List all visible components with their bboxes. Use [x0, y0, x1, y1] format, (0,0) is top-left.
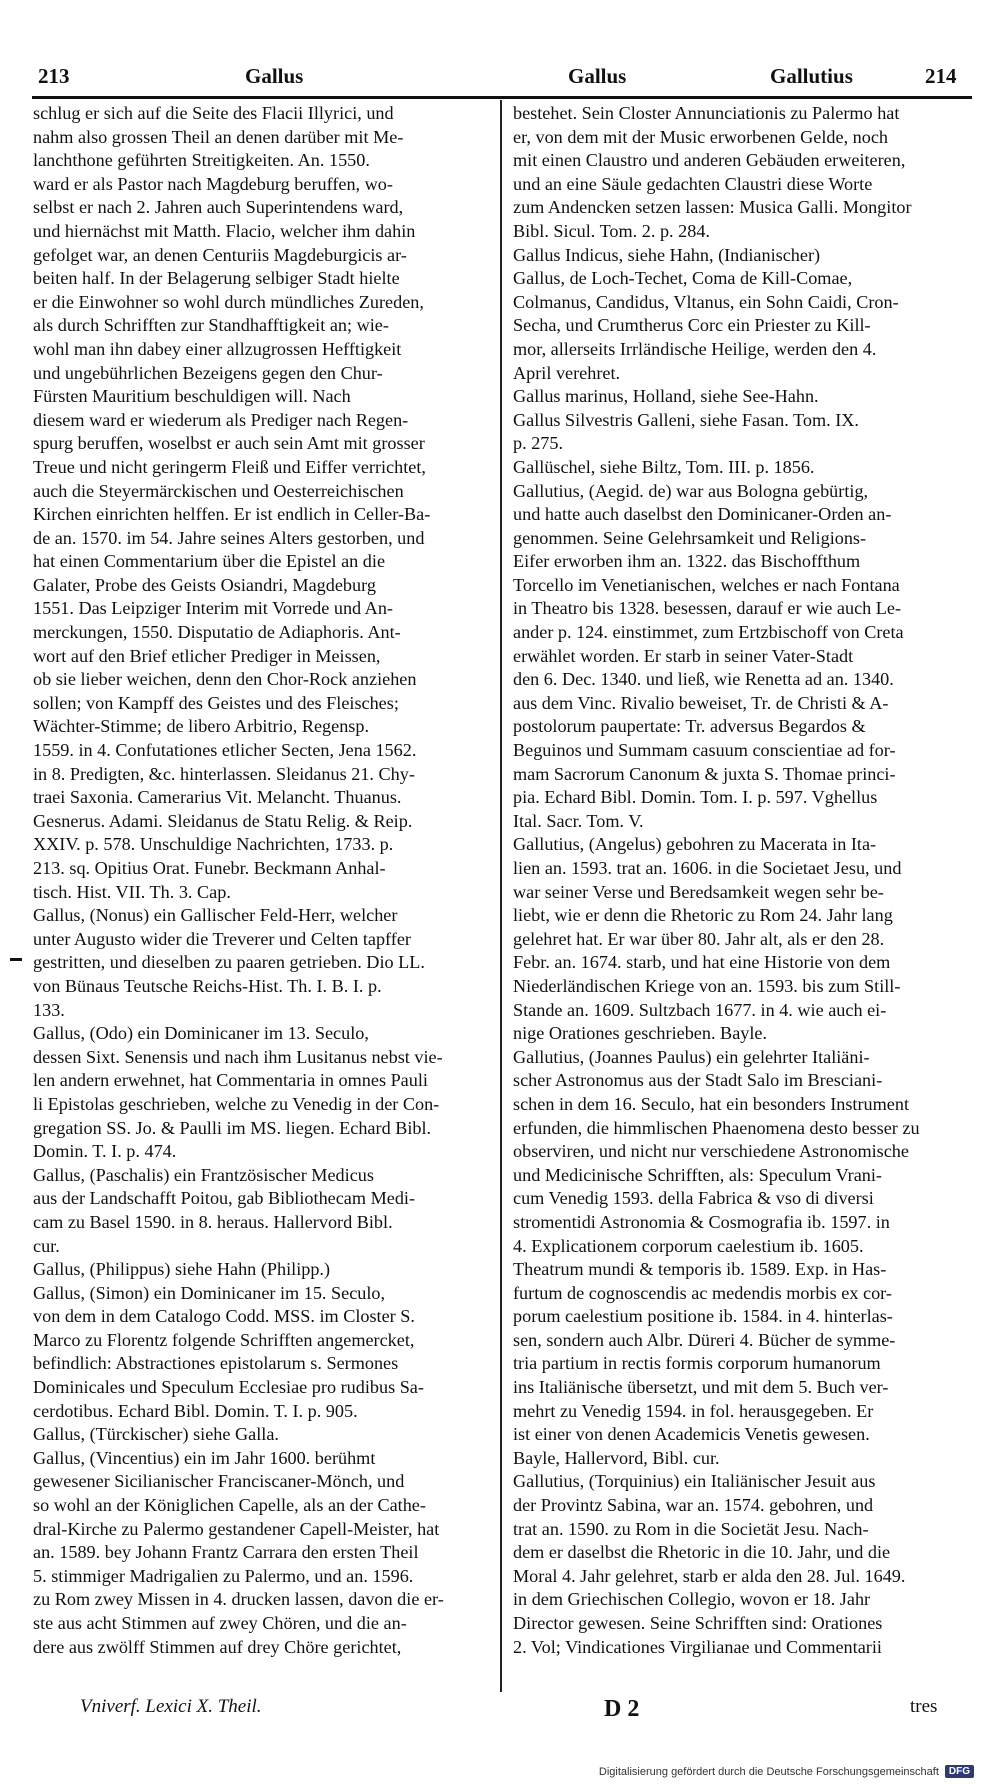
text-line: und an eine Säule gedachten Claustri diese Worte — [513, 173, 873, 194]
text-line: nige Orationes geschrieben. Bayle. — [513, 1023, 768, 1044]
text-line: genommen. Seine Gelehrsamkeit und Religions- — [513, 527, 867, 548]
text-line: gestritten, und dieselben zu paaren getrieben. Dio LL. — [33, 952, 425, 973]
text-line: porum caelestium positione ib. 1584. in 4. hinterlas- — [513, 1306, 893, 1327]
text-line: Torcello im Venetianischen, welches er nach Fontana — [513, 574, 900, 595]
text-line: p. 275. — [513, 433, 564, 454]
text-line: XXIV. p. 578. Unschuldige Nachrichten, 1733. p. — [33, 834, 394, 855]
text-line: observiren, und nicht nur verschiedene Astronomische — [513, 1141, 909, 1162]
text-line: Fürsten Mauritium beschuldigen will. Nach — [33, 386, 351, 407]
running-head-middle: Gallus — [568, 64, 627, 88]
text-line: ob sie lieber weichen, denn den Chor-Rock anziehen — [33, 669, 417, 690]
text-line: Gallus Silvestris Galleni, siehe Fasan. Tom. IX. — [513, 409, 859, 430]
text-line: aus der Landschafft Poitou, gab Bibliothecam Medi- — [33, 1188, 416, 1209]
text-line: befindlich: Abstractiones epistolarum s. Sermones — [33, 1353, 399, 1374]
text-line: Niederländischen Kriege von an. 1593. bis zum Still- — [513, 975, 901, 996]
text-line: len andern erwehnet, hat Commentaria in omnes Pauli — [33, 1070, 428, 1091]
text-line: liebt, wie er denn die Rhetoric zu Rom 24. Jahr lang — [513, 905, 893, 926]
text-line: als durch Schrifften zur Standhafftigkeit an; wie- — [33, 315, 389, 336]
text-line: postolorum paupertate: Tr. adversus Begardos & — [513, 716, 866, 737]
text-line: scher Astronomus aus der Stadt Salo im Bresciani- — [513, 1070, 883, 1091]
text-line: so wohl an der Königlichen Capelle, als an der Cathe- — [33, 1495, 426, 1516]
text-line: zum Andencken setzen lassen: Musica Galli. Mongitor — [513, 197, 912, 218]
text-line: Gallus, (Nonus) ein Gallischer Feld-Herr, welcher — [33, 905, 398, 926]
text-line: Stande an. 1609. Sultzbach 1677. in 4. wie auch ei- — [513, 999, 887, 1020]
text-line: ander p. 124. einstimmet, zum Ertzbischoff von Creta — [513, 622, 904, 643]
text-line: Director gewesen. Seine Schrifften sind: Orationes — [513, 1613, 883, 1633]
text-line: Wächter-Stimme; de libero Arbitrio, Regensp. — [33, 716, 370, 737]
text-line: Moral 4. Jahr gelehret, starb er alda den 28. Jul. 1649. — [513, 1565, 906, 1586]
text-line: Gallutius, (Torquinius) ein Italiänischer Jesuit aus — [513, 1471, 876, 1492]
text-line: spurg beruffen, woselbst er auch sein Amt mit grosser — [33, 433, 425, 454]
text-line: Gallus, de Loch-Techet, Coma de Kill-Comae, — [513, 268, 853, 289]
text-line: mehrt zu Venedig 1594. in fol. herausgegeben. Er — [513, 1400, 874, 1421]
text-line: 5. stimmiger Madrigalien zu Palermo, und an. 1596. — [33, 1565, 414, 1586]
text-line: dem er daselbst die Rhetoric in die 10. Jahr, und die — [513, 1542, 891, 1563]
text-line: dral-Kirche zu Palermo gestandener Capell-Meister, hat — [33, 1518, 440, 1539]
left-column — [33, 102, 491, 1659]
text-line: merckungen, 1550. Disputatio de Adiaphoris. Ant- — [33, 622, 401, 643]
text-line: auch die Steyermärckischen und Oesterreichischen — [33, 480, 404, 501]
text-line: ins Italiänische übersetzt, und mit dem 5. Buch ver- — [513, 1377, 889, 1398]
text-line: gelehret hat. Er war über 80. Jahr alt, als er den 28. — [513, 928, 885, 949]
text-line: Bayle, Hallervord, Bibl. cur. — [513, 1447, 720, 1468]
text-line: 1551. Das Leipziger Interim mit Vorrede und An- — [33, 598, 393, 619]
text-line: aus dem Vinc. Rivalio beweiset, Tr. de Christi & A- — [513, 692, 889, 713]
text-line: tria partium in rectis formis corporum humanorum — [513, 1353, 881, 1374]
text-line: mor, allerseits Irrländische Heilige, werden den 4. — [513, 338, 877, 359]
text-line: bestehet. Sein Closter Annunciationis zu Palermo hat — [513, 103, 900, 123]
text-line: Treue und nicht geringerm Fleiß und Eiffer verrichtet, — [33, 456, 426, 477]
text-line: dessen Sixt. Senensis und nach ihm Lusitanus nebst vie- — [33, 1046, 443, 1067]
catchword-left: Vniverf. Lexici X. Theil. — [80, 1696, 262, 1717]
column-separator — [500, 100, 502, 1692]
text-line: mam Sacrorum Canonum & juxta S. Thomae princi- — [513, 763, 896, 784]
text-line: war seiner Verse und Beredsamkeit wegen sehr be- — [513, 881, 884, 902]
text-line: schen in dem 16. Seculo, hat ein besonders Instrument — [513, 1093, 909, 1114]
text-line: Gallutius, (Aegid. de) war aus Bologna gebürtig, — [513, 480, 869, 501]
running-head-left: Gallus — [245, 64, 304, 88]
text-line: 1559. in 4. Confutationes etlicher Secten, Jena 1562. — [33, 740, 417, 761]
text-line: pia. Echard Bibl. Domin. Tom. I. p. 597. Vghellus — [513, 787, 878, 808]
text-line: Secha, und Crumtherus Corc ein Priester zu Kill- — [513, 315, 871, 336]
text-line: er, von dem mit der Music erworbenen Gelde, noch — [513, 126, 889, 147]
text-line: gefolget war, an denen Centuriis Magdeburgicis ar- — [33, 244, 407, 265]
text-line: Gallutius, (Angelus) gebohren zu Macerata in Ita- — [513, 834, 877, 855]
catchword-right: tres — [910, 1696, 938, 1717]
text-line: Gallus, (Vincentius) ein im Jahr 1600. berühmt — [33, 1447, 376, 1468]
text-line: in 8. Predigten, &c. hinterlassen. Sleidanus 21. Chy- — [33, 763, 415, 784]
text-line: lanchthone geführten Streitigkeiten. An. 1550. — [33, 150, 370, 171]
text-line: wort auf den Brief etlicher Prediger in Meissen, — [33, 645, 381, 666]
text-line: Gallus, (Türckischer) siehe Galla. — [33, 1424, 279, 1445]
text-line: li Epistolas geschrieben, welche zu Venedig in der Con- — [33, 1093, 440, 1114]
text-line: trat an. 1590. zu Rom in die Societät Jesu. Nach- — [513, 1518, 869, 1539]
text-line: Kirchen einrichten helffen. Er ist endlich in Celler-Ba- — [33, 504, 431, 525]
text-line: gregation SS. Jo. & Paulli im MS. liegen. Echard Bibl. — [33, 1117, 432, 1138]
text-line: cur. — [33, 1235, 60, 1256]
text-line: Dominicales und Speculum Ecclesiae pro rudibus Sa- — [33, 1377, 424, 1398]
text-line: April verehret. — [513, 362, 621, 383]
page-number-right: 214 — [925, 64, 957, 88]
text-line: sen, sondern auch Albr. Düreri 4. Bücher de symme- — [513, 1329, 896, 1350]
text-line: Gallutius, (Joannes Paulus) ein gelehrter Italiäni- — [513, 1046, 870, 1067]
text-line: diesem ward er wiederum als Prediger nach Regen- — [33, 409, 409, 430]
text-line: 213. sq. Opitius Orat. Funebr. Beckmann Anhal- — [33, 858, 386, 878]
right-column — [513, 102, 971, 1659]
text-line: 133. — [33, 999, 65, 1020]
text-line: traei Saxonia. Camerarius Vit. Melancht. Thuanus. — [33, 787, 402, 808]
text-line: den 6. Dec. 1340. und ließ, wie Renetta ad an. 1340. — [513, 669, 894, 690]
text-line: mit einen Claustro und anderen Gebäuden erweiteren, — [513, 150, 906, 171]
running-head-right: Gallutius — [770, 64, 853, 88]
text-line: erwählet worden. Er starb in seiner Vater-Stadt — [513, 645, 854, 666]
text-line: hat einen Commentarium über die Epistel an die — [33, 551, 386, 572]
text-line: Gallus marinus, Holland, siehe See-Hahn. — [513, 386, 819, 407]
text-line: schlug er sich auf die Seite des Flacii Illyrici, und — [33, 103, 394, 123]
text-line: lien an. 1593. trat an. 1606. in die Societaet Jesu, und — [513, 858, 902, 878]
text-line: Gallus, (Philippus) siehe Hahn (Philipp.) — [33, 1259, 331, 1280]
text-line: ist einer von denen Academicis Venetis gewesen. — [513, 1424, 870, 1445]
text-line: Marco zu Florentz folgende Schrifften angemercket, — [33, 1329, 415, 1350]
text-line: dere aus zwölff Stimmen auf drey Chöre gerichtet, — [33, 1636, 402, 1657]
text-line: Gallüschel, siehe Biltz, Tom. III. p. 1856. — [513, 456, 815, 477]
page-header — [30, 58, 970, 98]
text-line: zu Rom zwey Missen in 4. drucken lassen, davon die er- — [33, 1589, 444, 1610]
text-line: Theatrum mundi & temporis ib. 1589. Exp. in Has- — [513, 1259, 887, 1280]
text-line: 2. Vol; Vindicationes Virgilianae und Commentarii — [513, 1636, 882, 1657]
text-line: von dem in dem Catalogo Codd. MSS. im Closter S. — [33, 1306, 415, 1327]
text-line: Gesnerus. Adami. Sleidanus de Statu Relig. & Reip. — [33, 810, 413, 831]
text-line: beiten half. In der Belagerung selbiger Stadt hielte — [33, 268, 400, 289]
text-line: und hatte auch daselbst den Dominicaner-Orden an- — [513, 504, 892, 525]
text-line: und hiernächst mit Matth. Flacio, welcher ihm dahin — [33, 220, 416, 241]
text-line: cam zu Basel 1590. in 8. heraus. Hallervord Bibl. — [33, 1211, 393, 1232]
dfg-logo-icon: DFG — [945, 1765, 974, 1778]
text-line: Beguinos und Summam casuum conscientiae ad for- — [513, 740, 896, 761]
text-line: stromentidi Astronomia & Cosmografia ib. 1597. in — [513, 1211, 890, 1232]
text-line: Gallus, (Simon) ein Dominicaner im 15. Seculo, — [33, 1282, 386, 1303]
text-line: furtum de cognoscendis ac medendis morbis ex cor- — [513, 1282, 892, 1303]
text-line: cerdotibus. Echard Bibl. Domin. T. I. p. 905. — [33, 1400, 358, 1421]
text-line: und Medicinische Schrifften, als: Speculum Vrani- — [513, 1164, 882, 1185]
text-line: an. 1589. bey Johann Frantz Carrara den ersten Theil — [33, 1542, 419, 1563]
margin-mark — [10, 958, 22, 961]
text-line: Colmanus, Candidus, Vltanus, ein Sohn Caidi, Cron- — [513, 291, 899, 312]
text-line: und ungebührlichen Bezeigens gegen den Chur- — [33, 362, 383, 383]
text-line: Gallus Indicus, siehe Hahn, (Indianischer) — [513, 244, 821, 265]
text-line: Gallus, (Paschalis) ein Frantzösischer Medicus — [33, 1164, 374, 1185]
signature-mark: D 2 — [604, 1696, 640, 1722]
text-line: Gallus, (Odo) ein Dominicaner im 13. Seculo, — [33, 1023, 369, 1044]
text-line: Febr. an. 1674. starb, und hat eine Historie von dem — [513, 952, 891, 973]
text-line: Ital. Sacr. Tom. V. — [513, 810, 644, 831]
text-line: cum Venedig 1593. della Fabrica & vso di diversi — [513, 1188, 874, 1209]
text-line: Bibl. Sicul. Tom. 2. p. 284. — [513, 220, 710, 241]
text-line: ste aus acht Stimmen auf zwey Chören, und die an- — [33, 1613, 407, 1633]
text-line: von Bünaus Teutsche Reichs-Hist. Th. I. B. I. p. — [33, 975, 382, 996]
text-line: Galater, Probe des Geists Osiandri, Magdeburg — [33, 574, 376, 595]
text-line: tisch. Hist. VII. Th. 3. Cap. — [33, 881, 231, 902]
page-number-left: 213 — [38, 64, 70, 88]
text-line: erfunden, die himmlischen Phaenomena desto besser zu — [513, 1117, 920, 1138]
text-line: sollen; von Kampff des Geistes und des Fleisches; — [33, 692, 399, 713]
text-line: er die Einwohner so wohl durch mündliches Zureden, — [33, 291, 424, 312]
header-rule — [32, 96, 972, 99]
text-line: nahm also grossen Theil an denen darüber mit Me- — [33, 126, 404, 147]
text-line: Eifer erworben ihm an. 1322. das Bischoffthum — [513, 551, 861, 572]
credit-text: Digitalisierung gefördert durch die Deutsche Forschungsgemeinschaft — [598, 1765, 939, 1778]
text-line: in dem Griechischen Collegio, wovon er 18. Jahr — [513, 1589, 871, 1610]
text-line: ward er als Pastor nach Magdeburg beruffen, wo- — [33, 173, 393, 194]
text-line: wohl man ihn dabey einer allzugrossen Hefftigkeit — [33, 338, 402, 359]
text-line: Domin. T. I. p. 474. — [33, 1141, 177, 1162]
text-line: der Provintz Sabina, war an. 1574. gebohren, und — [513, 1495, 874, 1516]
digitization-credit — [599, 1765, 974, 1778]
text-line: in Theatro bis 1328. besessen, darauf er wie auch Le- — [513, 598, 902, 619]
text-line: 4. Explicationem corporum caelestium ib. 1605. — [513, 1235, 864, 1256]
text-line: selbst er nach 2. Jahren auch Superintendens ward, — [33, 197, 404, 218]
text-line: gewesener Sicilianischer Franciscaner-Mönch, und — [33, 1471, 405, 1492]
text-line: unter Augusto wider die Treverer und Celten tapffer — [33, 928, 411, 949]
text-line: de an. 1570. im 54. Jahre seines Alters gestorben, und — [33, 527, 425, 548]
